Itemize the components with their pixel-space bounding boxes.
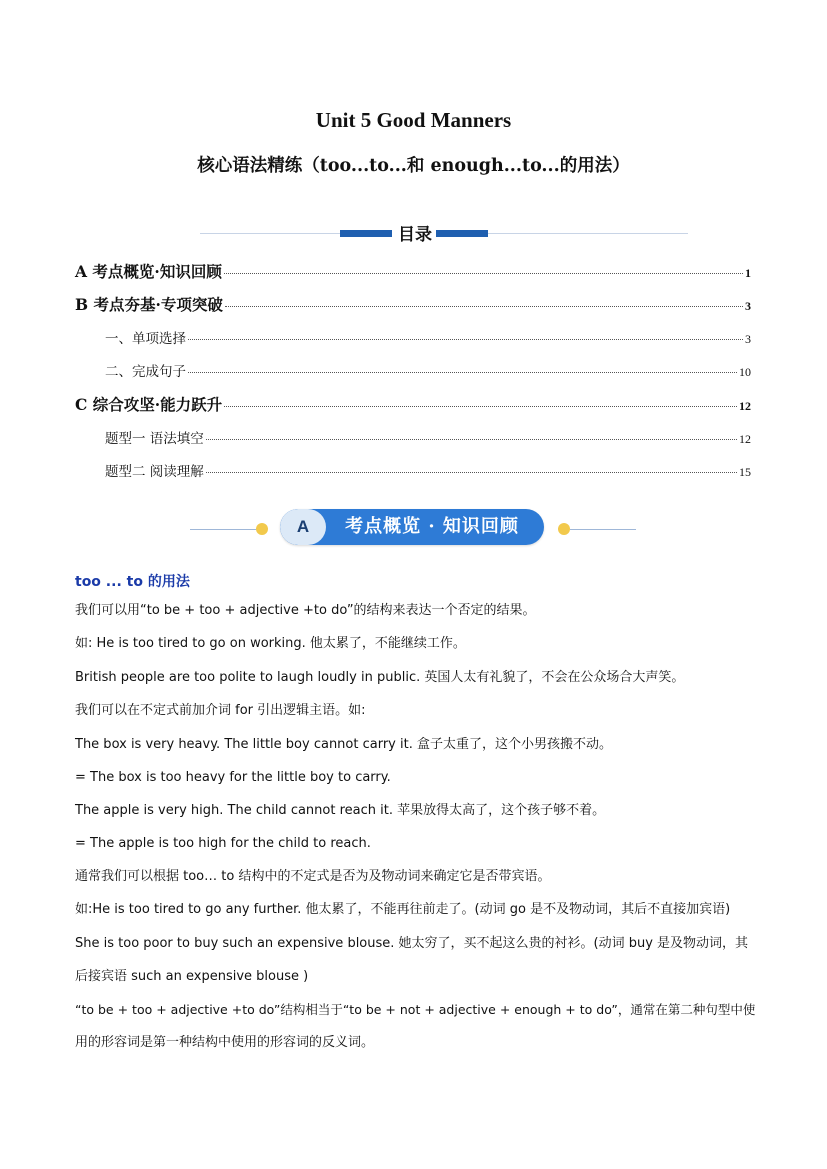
- toc-entry-text: 一、单项选择: [105, 331, 186, 347]
- toc-leader: [206, 472, 737, 473]
- body-paragraph: The box is very heavy. The little boy cannot carry it. 盒子太重了，这个小男孩搬不动。: [75, 737, 612, 752]
- toc-heading-bar: [200, 220, 690, 246]
- toc-entry[interactable]: [75, 327, 751, 347]
- toc-leader: [225, 306, 743, 307]
- toc-entry-text: C 综合攻坚·能力跃升: [75, 395, 223, 414]
- toc-entry-text: A 考点概览·知识回顾: [75, 262, 222, 281]
- toc-leader: [188, 372, 737, 373]
- toc-entry-page: 10: [739, 365, 751, 379]
- toc-entry[interactable]: [75, 393, 751, 415]
- toc-entry[interactable]: [75, 460, 751, 480]
- toc-entry-page: 1: [745, 266, 751, 280]
- toc-entry-text: 二、完成句子: [105, 364, 186, 380]
- body-paragraph: British people are too polite to laugh loudly in public. 英国人太有礼貌了，不会在公众场合大声笑。: [75, 670, 685, 685]
- toc-entry-text: 题型一 语法填空: [105, 431, 204, 447]
- section-banner: [190, 507, 640, 549]
- banner-line-left: [190, 529, 256, 530]
- toc-entry-page: 12: [739, 432, 751, 446]
- document-subtitle: 核心语法精练（too...to...和 enough...to...的用法）: [197, 156, 630, 176]
- toc-entry[interactable]: [75, 427, 751, 447]
- toc-accent-right: [436, 230, 488, 237]
- body-paragraph: “to be + too + adjective +to do”结构相当于“to be + not + adjective + enough + to do”，通常在第二种句型中使: [75, 1002, 756, 1017]
- body-paragraph: 通常我们可以根据 too… to 结构中的不定式是否为及物动词来确定它是否带宾语。: [75, 869, 551, 884]
- toc-entry-page: 3: [745, 332, 751, 346]
- toc-divider-right: [488, 233, 688, 234]
- toc-divider-left: [200, 233, 340, 234]
- banner-dot-left: [256, 523, 268, 535]
- toc-entry[interactable]: [75, 260, 751, 282]
- section-letter-badge: A: [280, 509, 326, 545]
- body-paragraph: = The box is too heavy for the little boy to carry.: [75, 770, 391, 785]
- banner-line-right: [570, 529, 636, 530]
- banner-pill: [280, 509, 544, 545]
- toc-leader: [224, 273, 743, 274]
- body-paragraph: = The apple is too high for the child to reach.: [75, 836, 371, 851]
- toc-entry[interactable]: [75, 360, 751, 380]
- toc-entry-page: 15: [739, 465, 751, 479]
- section-heading: too ... to 的用法: [75, 574, 190, 590]
- toc-entry-page: 3: [745, 299, 751, 313]
- body-paragraph: 用的形容词是第一种结构中使用的形容词的反义词。: [75, 1035, 375, 1050]
- toc-entry-page: 12: [739, 399, 751, 413]
- toc-heading: 目录: [398, 225, 432, 245]
- banner-dot-right: [558, 523, 570, 535]
- toc-leader: [206, 439, 737, 440]
- body-paragraph: 我们可以在不定式前加介词 for 引出逻辑主语。如:: [75, 703, 366, 718]
- document-title: Unit 5 Good Manners: [315, 108, 512, 132]
- toc-entry-text: B 考点夯基·专项突破: [75, 295, 223, 314]
- body-paragraph: 如:He is too tired to go any further. 他太累了，不能再往前走了。(动词 go 是不及物动词，其后不直接加宾语): [75, 902, 731, 917]
- toc-entry[interactable]: [75, 293, 751, 315]
- body-paragraph: 如: He is too tired to go on working. 他太累了，不能继续工作。: [75, 636, 466, 651]
- body-paragraph: 我们可以用“to be + too + adjective +to do”的结构来表达一个否定的结果。: [75, 603, 536, 618]
- body-paragraph: The apple is very high. The child cannot reach it. 苹果放得太高了，这个孩子够不着。: [75, 803, 606, 818]
- toc-leader: [188, 339, 743, 340]
- body-paragraph: 后接宾语 such an expensive blouse ): [75, 969, 309, 984]
- toc-leader: [224, 406, 737, 407]
- toc-entry-text: 题型二 阅读理解: [105, 464, 204, 480]
- section-banner-title: 考点概览 · 知识回顾: [345, 516, 519, 537]
- body-paragraph: She is too poor to buy such an expensive blouse. 她太穷了，买不起这么贵的衬衫。(动词 buy 是及物动词，其: [75, 936, 749, 951]
- toc-accent-left: [340, 230, 392, 237]
